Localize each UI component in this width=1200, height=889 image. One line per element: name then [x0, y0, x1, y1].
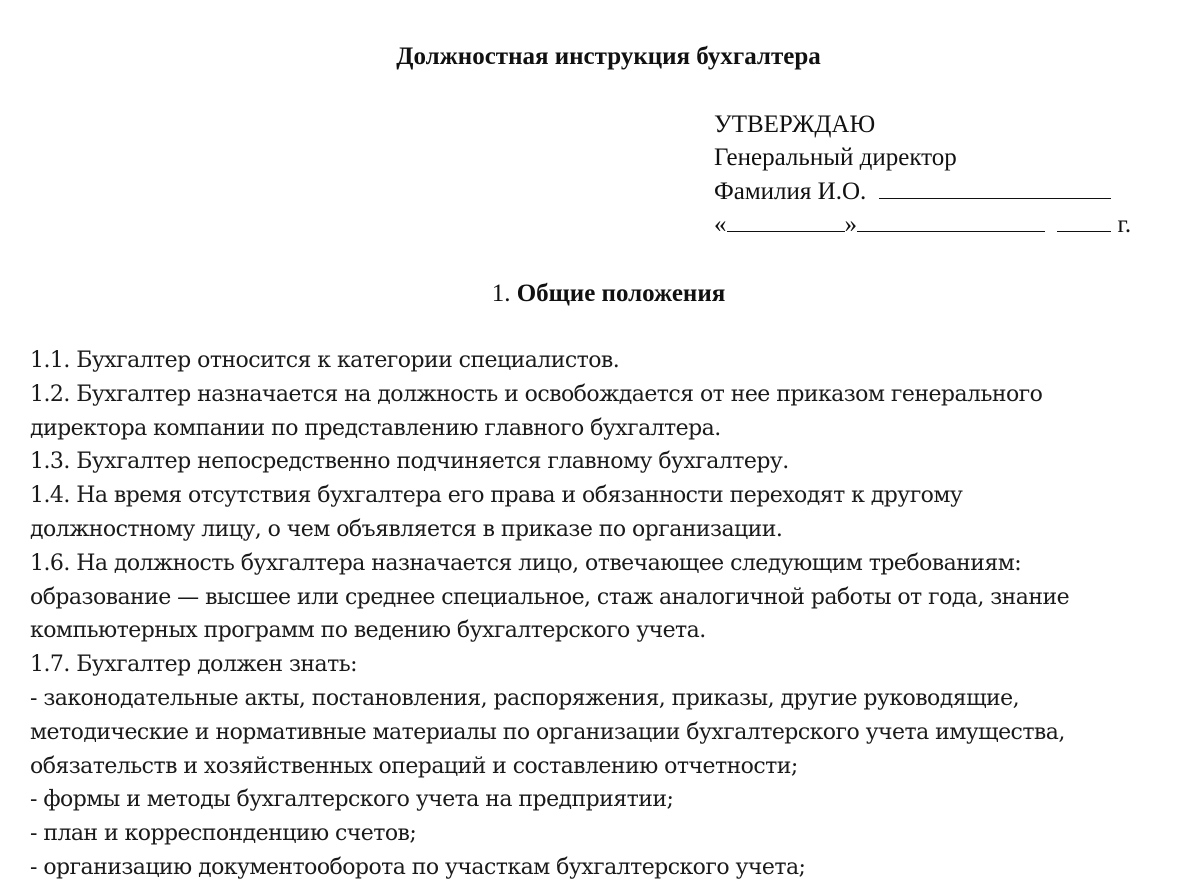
body-line: 1.6. На должность бухгалтера назначается лицо, отвечающее следующим требованиям:	[30, 550, 1022, 576]
year-suffix: г.	[1117, 211, 1132, 238]
section-title: Общие положения	[516, 280, 726, 307]
document-title: Должностная инструкция бухгалтера	[396, 43, 821, 70]
approve-label: УТВЕРЖДАЮ	[714, 111, 876, 138]
body-line: обязательств и хозяйственных операций и составлению отчетности;	[30, 753, 798, 779]
body-line: - законодательные акты, постановления, распоряжения, приказы, другие руководящие,	[30, 685, 1020, 711]
body-line: - организацию документооборота по участкам бухгалтерского учета;	[30, 854, 806, 880]
name-label: Фамилия И.О.	[714, 178, 867, 205]
section-heading	[0, 277, 1200, 311]
quote-close: »	[844, 211, 857, 238]
body-line: - формы и методы бухгалтерского учета на предприятии;	[30, 787, 674, 813]
day-blank	[727, 207, 845, 232]
body-line: компьютерных программ по ведению бухгалтерского учета.	[30, 618, 706, 644]
body-line: директора компании по представлению главного бухгалтера.	[30, 415, 721, 441]
body-line: 1.4. На время отсутствия бухгалтера его права и обязанности переходят к другому	[30, 483, 963, 509]
body-line: 1.3. Бухгалтер непосредственно подчиняется главному бухгалтеру.	[30, 449, 789, 475]
director-position: Генеральный директор	[714, 144, 957, 171]
quote-open: «	[714, 211, 727, 238]
body-line: должностному лицу, о чем объявляется в приказе по организации.	[30, 516, 783, 542]
body-line: - план и корреспонденцию счетов;	[30, 821, 417, 847]
body-line: 1.2. Бухгалтер назначается на должность и освобождается от нее приказом генерального	[30, 381, 1043, 407]
body-line: 1.7. Бухгалтер должен знать:	[30, 652, 357, 678]
year-blank	[1057, 207, 1111, 232]
section-body	[30, 344, 1195, 885]
approval-block	[714, 108, 1131, 240]
signature-blank	[879, 174, 1111, 199]
body-line: образование — высшее или среднее специальное, стаж аналогичной работы от года, знание	[30, 584, 1070, 610]
body-line: 1.1. Бухгалтер относится к категории специалистов.	[30, 348, 620, 373]
month-blank	[857, 207, 1045, 232]
section-number: 1.	[491, 280, 511, 307]
body-line: методические и нормативные материалы по организации бухгалтерского учета имущества,	[30, 719, 1065, 745]
date-row	[714, 207, 1131, 240]
signature-row	[714, 174, 1131, 207]
